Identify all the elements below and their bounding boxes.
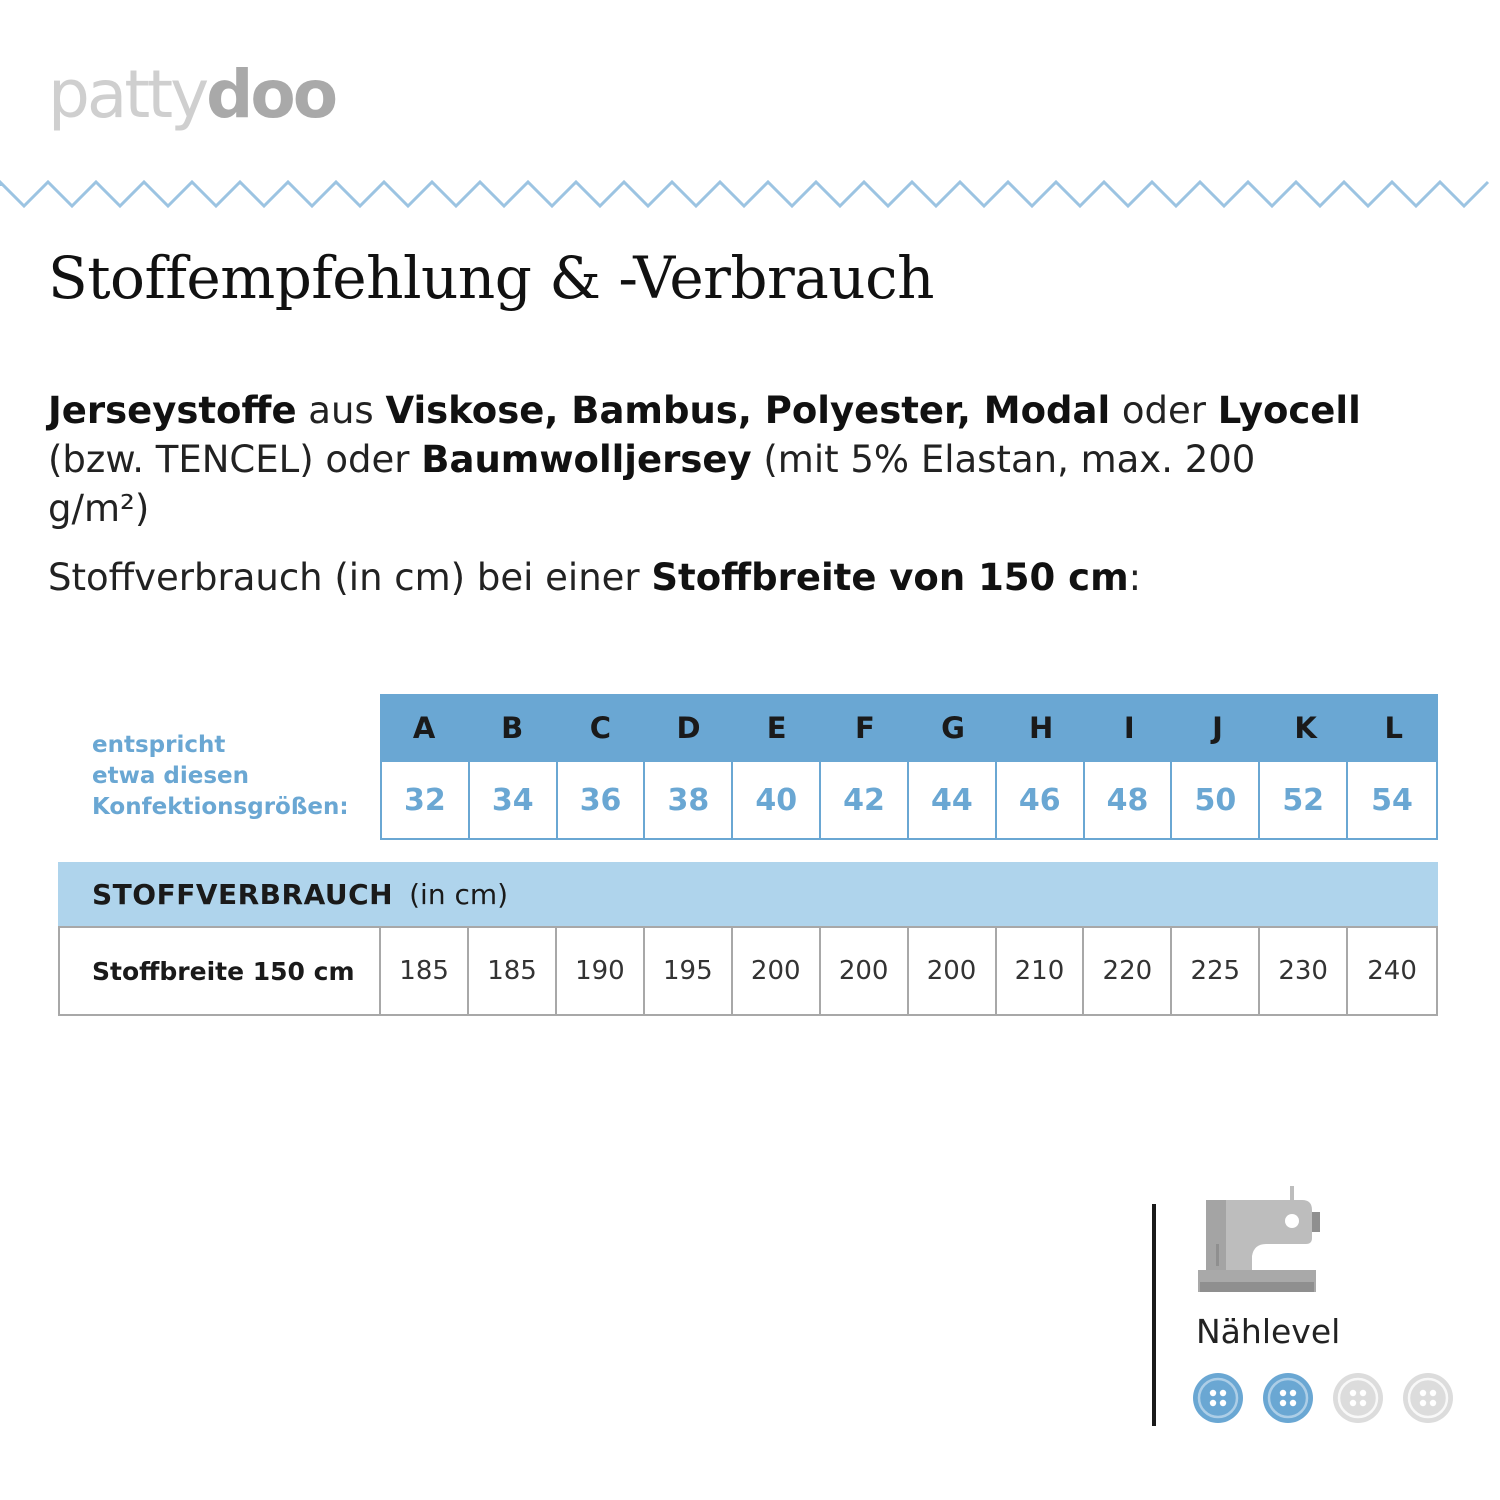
usage-value-i: 220 (1084, 928, 1172, 1014)
size-number-52: 52 (1260, 762, 1348, 838)
fabric-recommendation: Jerseystoffe aus Viskose, Bambus, Polyester, Modal oder Lyocell (bzw. TENCEL) oder Baumwolljersey (mit 5% Elastan, max. 200 g/m²) (48, 389, 1361, 530)
size-conversion-label: entspricht etwa diesen Konfektionsgrößen: (92, 732, 349, 820)
size-letters-row (380, 694, 1438, 762)
size-letter-d: D (676, 711, 701, 745)
size-number-34: 34 (470, 762, 558, 838)
size-number-38: 38 (645, 762, 733, 838)
size-number-48: 48 (1085, 762, 1173, 838)
size-letter-k: K (1294, 711, 1317, 745)
size-letter-b: B (501, 711, 524, 745)
usage-value-d: 195 (645, 928, 733, 1014)
button-icon-empty (1402, 1372, 1454, 1424)
usage-value-j: 225 (1172, 928, 1260, 1014)
button-icon-filled (1262, 1372, 1314, 1424)
size-letter-l: L (1384, 711, 1404, 745)
size-number-54: 54 (1371, 782, 1413, 818)
usage-value-h: 210 (997, 928, 1085, 1014)
usage-row (58, 926, 1438, 1016)
size-number-44: 44 (909, 762, 997, 838)
sewing-level-indicator (1192, 1372, 1454, 1424)
size-letter-j: J (1212, 711, 1223, 745)
size-number-42: 42 (821, 762, 909, 838)
usage-value-g: 200 (909, 928, 997, 1014)
fabric-cotton: Baumwolljersey (421, 438, 752, 481)
size-number-46: 46 (997, 762, 1085, 838)
usage-value-c: 190 (557, 928, 645, 1014)
usage-header (58, 862, 1438, 926)
size-letter-f: F (854, 711, 875, 745)
logo-part-1: patty (48, 56, 207, 133)
usage-value-k: 230 (1260, 928, 1348, 1014)
usage-value-b: 185 (469, 928, 557, 1014)
usage-row-label: Stoffbreite 150 cm (60, 928, 381, 1014)
size-number-36: 36 (558, 762, 646, 838)
vertical-divider (1152, 1204, 1156, 1426)
usage-header-title: STOFFVERBRAUCH (92, 877, 394, 911)
size-letter-c: C (589, 711, 612, 745)
fabric-type: Jerseystoffe (48, 389, 297, 432)
page-title: Stoffempfehlung & -Verbrauch (48, 244, 934, 312)
usage-value-l: 240 (1367, 956, 1417, 986)
button-icon-empty (1332, 1372, 1384, 1424)
fabric-lyocell: Lyocell (1217, 389, 1361, 432)
size-letter-a: A (412, 711, 436, 745)
usage-value-a: 185 (381, 928, 469, 1014)
size-letter-h: H (1029, 711, 1054, 745)
pattydoo-logo (48, 56, 336, 133)
logo-part-2: doo (206, 56, 336, 133)
size-number-32: 32 (382, 762, 470, 838)
usage-value-e: 200 (733, 928, 821, 1014)
size-letter-e: E (766, 711, 787, 745)
size-numbers-row (380, 762, 1438, 840)
size-number-50: 50 (1172, 762, 1260, 838)
button-icon-filled (1192, 1372, 1244, 1424)
size-letter-g: G (941, 711, 965, 745)
zigzag-divider (0, 176, 1500, 216)
size-letter-i: I (1123, 711, 1135, 745)
size-table (380, 694, 1438, 840)
fabric-materials: Viskose, Bambus, Polyester, Modal (385, 389, 1111, 432)
usage-value-f: 200 (821, 928, 909, 1014)
size-number-40: 40 (733, 762, 821, 838)
sewing-machine-icon (1194, 1186, 1324, 1296)
sewing-level-label: Nählevel (1196, 1312, 1341, 1351)
usage-header-unit: (in cm) (409, 877, 509, 911)
fabric-width-line: Stoffverbrauch (in cm) bei einer Stoffbreite von 150 cm: (48, 556, 1142, 599)
